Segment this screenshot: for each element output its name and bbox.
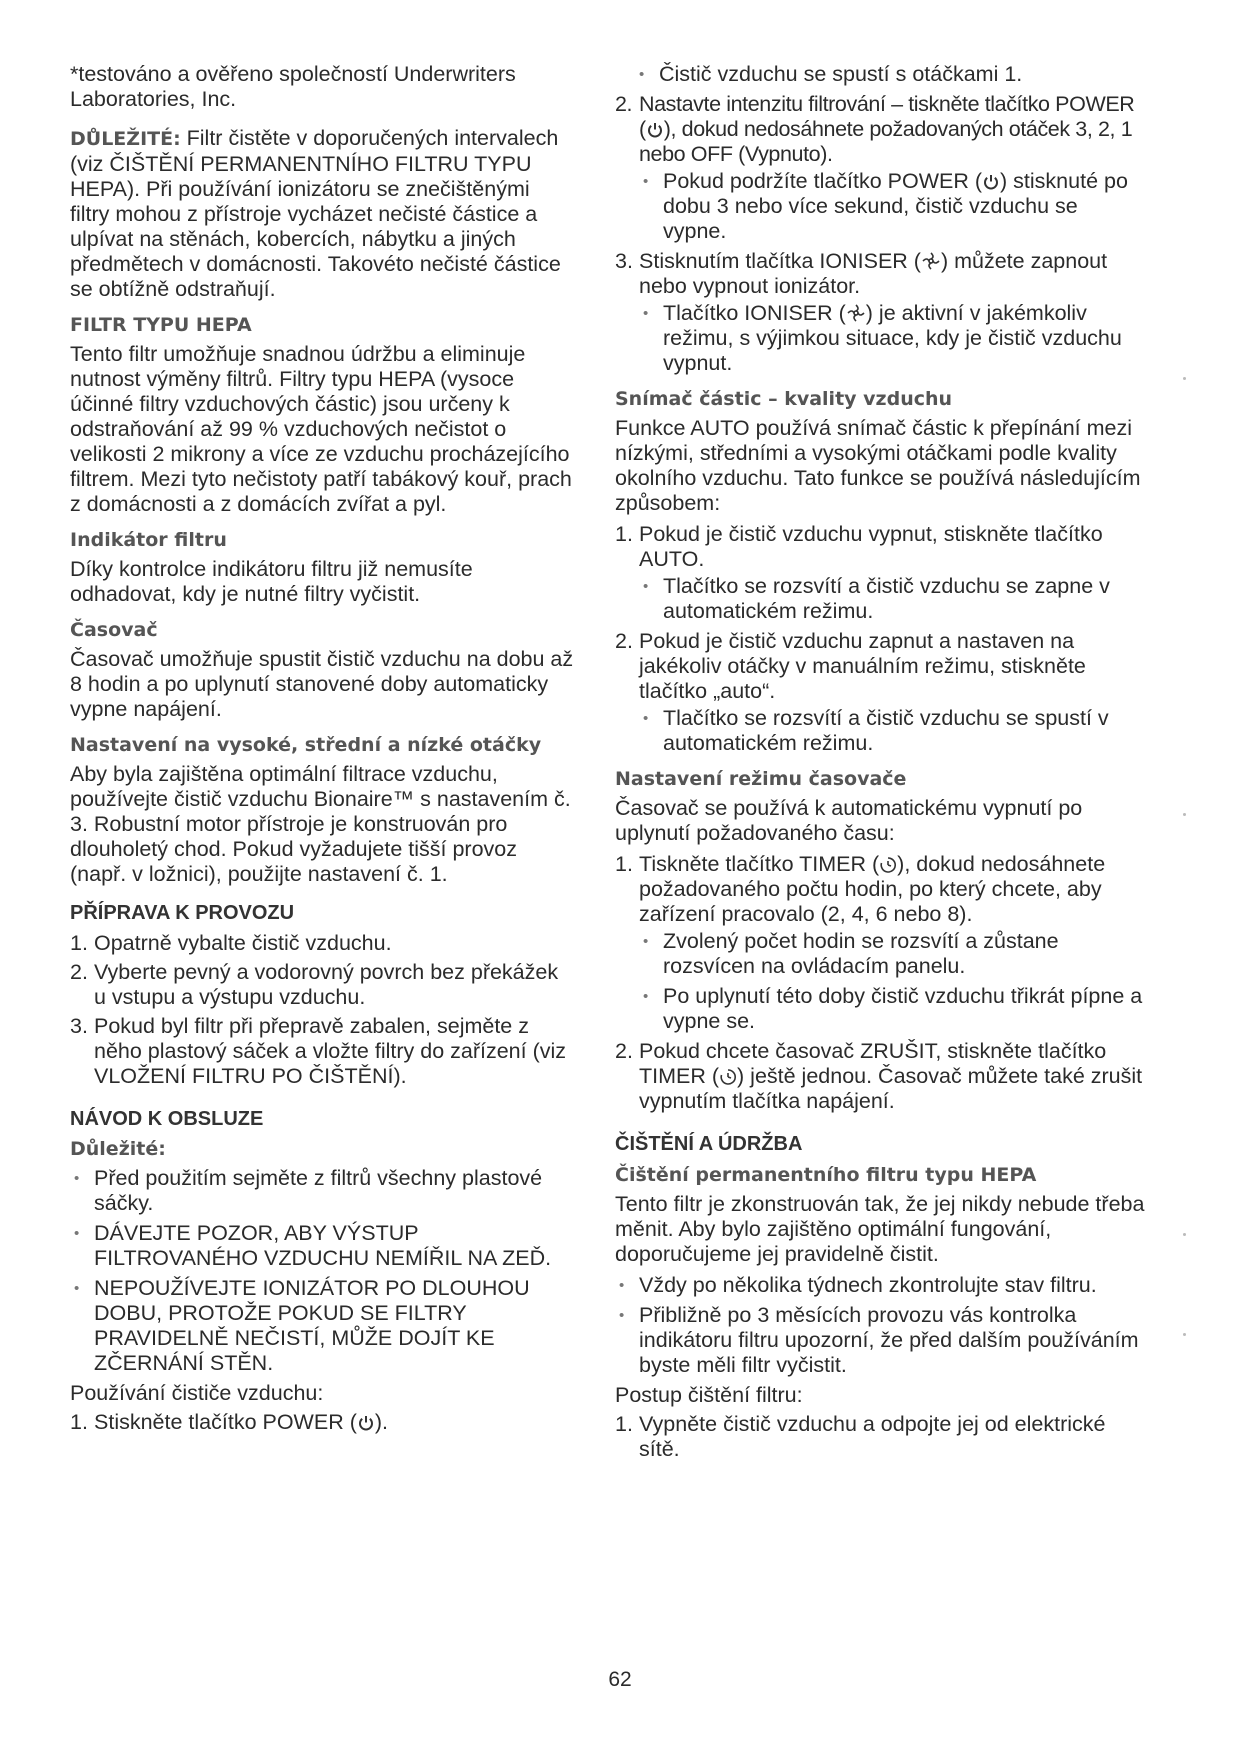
left-column: [70, 62, 575, 1439]
timer-heading: Časovač: [70, 619, 158, 641]
scan-mark: [1183, 1333, 1186, 1336]
list-item: 2. Pokud je čistič vzduchu zapnut a nastaven na jakékoliv otáčky v manuálním režimu, stiskněte tlačítko „auto“. • Tlačítko se rozsvítí a čistič vzduchu se spustí v automatickém režimu.: [615, 629, 1145, 756]
list-item: • Po uplynutí této doby čistič vzduchu třikrát pípne a vypne se.: [639, 984, 1145, 1034]
proc-steps: [615, 1412, 1145, 1462]
right-column: [615, 62, 1145, 1466]
timer-steps: [615, 852, 1145, 1114]
prep-heading: PŘÍPRAVA K PROVOZU: [70, 902, 295, 924]
timer-icon: [719, 1068, 737, 1086]
timer-mode-heading: Nastavení režimu časovače: [615, 768, 907, 790]
list-item: 2. Vyberte pevný a vodorovný povrch bez překážek u vstupu a výstupu vzduchu.: [70, 960, 559, 1009]
scan-mark: [1183, 377, 1186, 380]
list-item: 2. Pokud chcete časovač ZRUŠIT, stiskněte tlačítko TIMER ( ) ještě jednou. Časovač můžete také zrušit vypnutím tlačítka napájení.: [615, 1039, 1143, 1113]
sensor-heading: Snímač částic – kvality vzduchu: [615, 388, 953, 410]
list-item: • Před použitím sejměte z filtrů všechny plastové sáčky.: [70, 1166, 575, 1216]
prep-steps: [70, 931, 575, 1089]
clean-subheading: Čištění permanentního filtru typu HEPA: [615, 1164, 1037, 1186]
sensor-text: Funkce AUTO používá snímač částic k přepínání mezi nízkými, středními a vysokými otáčkami podle kvality okolního vzduchu. Tato funkce se používá následujícím způsobem:: [615, 416, 1141, 515]
power-steps: [615, 92, 1145, 376]
speed1-bullet: [635, 62, 1145, 87]
important-paragraph: [70, 126, 575, 302]
list-item: 1. Opatrně vybalte čistič vzduchu.: [70, 931, 392, 955]
indicator-heading: Indikátor filtru: [70, 529, 227, 551]
page-number: 62: [608, 1668, 632, 1691]
list-item: • Tlačítko se rozsvítí a čistič vzduchu se spustí v automatickém režimu.: [639, 706, 1145, 756]
speed-heading: Nastavení na vysoké, střední a nízké otáčky: [70, 734, 542, 756]
list-item: 3. Pokud byl filtr při přepravě zabalen, sejměte z něho plastový sáček a vložte filtry do zařízení (viz VLOŽENÍ FILTRU PO ČIŠTĚNÍ).: [70, 1014, 567, 1088]
list-item: • DÁVEJTE POZOR, ABY VÝSTUP FILTROVANÉHO VZDUCHU NEMÍŘIL NA ZEĎ.: [70, 1221, 575, 1271]
timer-text: Časovač umožňuje spustit čistič vzduchu na dobu až 8 hodin a po uplynutí stanovené doby automaticky vypne napájení.: [70, 647, 574, 721]
intro-note: *testováno a ověřeno společností Underwriters Laboratories, Inc.: [70, 62, 516, 111]
timer-mode-text: Časovač se používá k automatickému vypnutí po uplynutí požadovaného času:: [615, 796, 1083, 845]
list-item: 3. Stisknutím tlačítka IONISER ( ) můžete zapnout nebo vypnout ionizátor. • Tlačítko IONISER ( ) je aktivní v jakémkoliv režimu, s výjimkou situace, kdy je čistič vzduchu vypnut.: [615, 249, 1145, 376]
important-text: Filtr čistěte v doporučených intervalech (viz ČIŠTĚNÍ PERMANENTNÍHO FILTRU TYPU HEPA). Při používání ionizátoru se znečištěnými filtry mohou z přístroje vycházet nečisté částice a ulpívat na stěnách, kobercích, nábytku a jiných předmětech v domácnosti. Takovéto nečisté částice se obtížně odstraňují.: [70, 126, 561, 301]
list-item: • Přibližně po 3 měsících provozu vás kontrolka indikátoru filtru upozorní, že před dalším používáním byste měli filtr vyčistit.: [615, 1303, 1145, 1378]
clean-text: Tento filtr je zkonstruován tak, že jej nikdy nebude třeba měnit. Aby bylo zajištěno optimální fungování, doporučujeme jej pravidelně čistit.: [615, 1192, 1145, 1266]
usage-steps: [70, 1410, 575, 1435]
power-icon: [982, 173, 1000, 191]
hepa-heading: FILTR TYPU HEPA: [70, 314, 252, 336]
ioniser-icon: [846, 303, 866, 323]
power-hold-bullet: [639, 169, 1145, 244]
scan-mark: [1183, 1233, 1186, 1236]
clean-bullets: [615, 1273, 1145, 1378]
list-item: • Vždy po několika týdnech zkontrolujte stav filtru.: [615, 1273, 1145, 1298]
auto-steps: [615, 522, 1145, 756]
list-item: • Tlačítko IONISER ( ) je aktivní v jakémkoliv režimu, s výjimkou situace, kdy je čistič vzduchu vypnut.: [639, 301, 1145, 376]
power-icon: [357, 1414, 375, 1432]
power-icon: [646, 121, 664, 139]
scan-mark: [1183, 813, 1186, 816]
speed-text: Aby byla zajištěna optimální filtrace vzduchu, používejte čistič vzduchu Bionaire™ s nastavením č. 3. Robustní motor přístroje je konstruován pro dlouholetý chod. Pokud vyžadujete tišší provoz (např. v ložnici), použijte nastavení č. 1.: [70, 762, 571, 886]
list-item: 1. Vypněte čistič vzduchu a odpojte jej od elektrické sítě.: [615, 1412, 1106, 1461]
indicator-text: Díky kontrolce indikátoru filtru již nemusíte odhadovat, kdy je nutné filtry vyčistit.: [70, 557, 473, 606]
list-item: • NEPOUŽÍVEJTE IONIZÁTOR PO DLOUHOU DOBU, PROTOŽE POKUD SE FILTRY PRAVIDELNĚ NEČISTÍ, MŮŽE DOJÍT KE ZČERNÁNÍ STĚN.: [70, 1276, 575, 1376]
usage-label: Používání čističe vzduchu:: [70, 1381, 324, 1405]
ops-bullets: [70, 1166, 575, 1376]
clean-heading: ČIŠTĚNÍ A ÚDRŽBA: [615, 1133, 803, 1155]
proc-label: Postup čištění filtru:: [615, 1383, 803, 1407]
list-item: 1. Tiskněte tlačítko TIMER ( ), dokud nedosáhnete požadovaného počtu hodin, po který chcete, aby zařízení pracovalo (2, 4, 6 nebo 8). • Zvolený počet hodin se rozsvítí a zůstane rozsvícen na ovládacím panelu. • Po uplynutí této doby čistič vzduchu třikrát pípne a vypne se.: [615, 852, 1145, 1034]
important-label: DŮLEŽITÉ:: [70, 128, 181, 150]
timer-icon: [879, 856, 897, 874]
hepa-text: Tento filtr umožňuje snadnou údržbu a eliminuje nutnost výměny filtrů. Filtry typu HEPA (vysoce účinné filtry vzduchových částic) jsou určeny k odstraňování až 99 % vzduchových nečistot o velikosti 2 mikrony a více ze vzduchu procházejícího filtrem. Mezi tyto nečistoty patří tabákový kouř, prach z domácnosti a z domácích zvířat a pyl.: [70, 342, 572, 516]
ioniser-bullet: [639, 301, 1145, 376]
list-item: • Tlačítko se rozsvítí a čistič vzduchu se zapne v automatickém režimu.: [639, 574, 1145, 624]
list-item: • Zvolený počet hodin se rozsvítí a zůstane rozsvícen na ovládacím panelu.: [639, 929, 1145, 979]
ops-important-heading: Důležité:: [70, 1138, 166, 1160]
ioniser-icon: [921, 251, 941, 271]
list-item: • Čistič vzduchu se spustí s otáčkami 1.: [635, 62, 1145, 87]
list-item: • Pokud podržíte tlačítko POWER ( ) stisknuté po dobu 3 nebo více sekund, čistič vzduchu se vypne.: [639, 169, 1145, 244]
ops-heading: NÁVOD K OBSLUZE: [70, 1108, 264, 1130]
list-item: 1. Stiskněte tlačítko POWER ( ).: [70, 1410, 388, 1434]
list-item: 1. Pokud je čistič vzduchu vypnut, stiskněte tlačítko AUTO. • Tlačítko se rozsvítí a čistič vzduchu se zapne v automatickém režimu.: [615, 522, 1145, 624]
list-item: 2. Nastavte intenzitu filtrování – tiskněte tlačítko POWER ( ), dokud nedosáhnete požadovaných otáček 3, 2, 1 nebo OFF (Vypnuto). • Pokud podržíte tlačítko POWER ( ) stisknuté po dobu 3 nebo více sekund, čistič vzduchu se vypne.: [615, 92, 1145, 244]
